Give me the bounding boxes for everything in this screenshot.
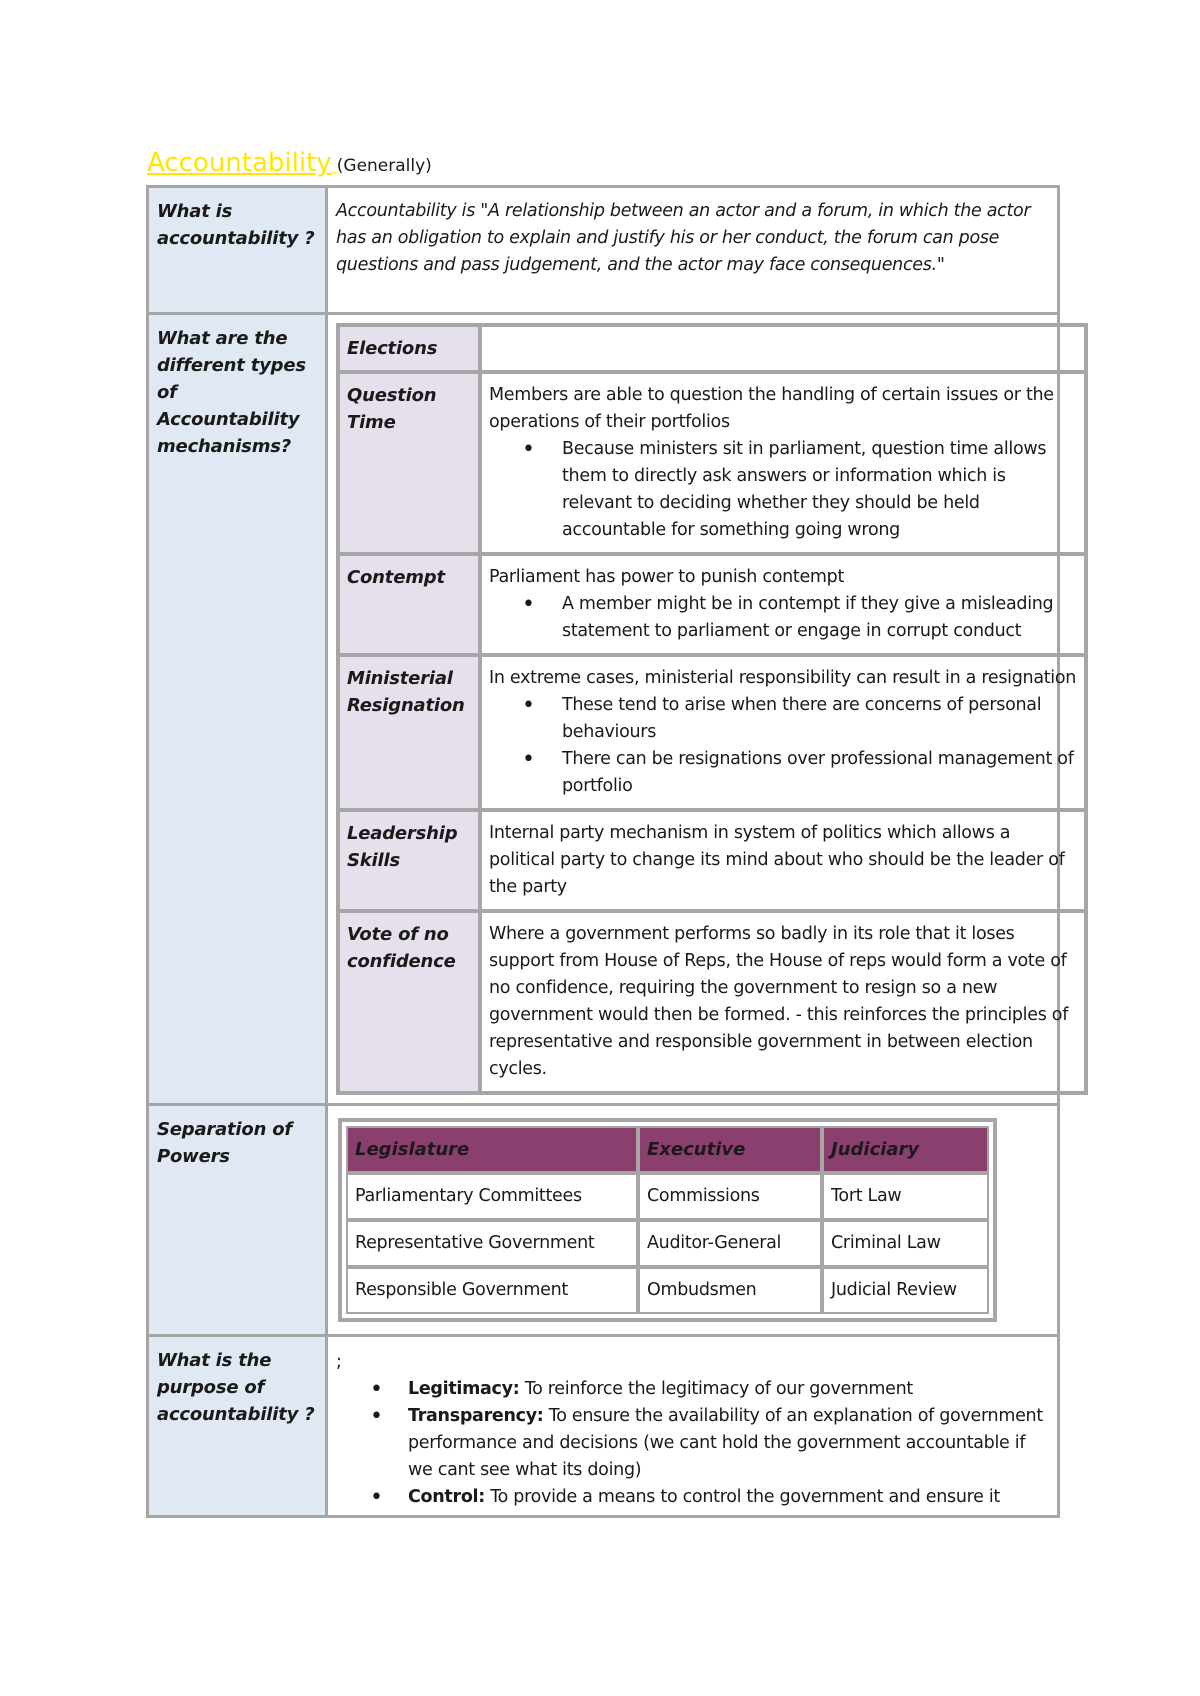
heading-title: Accountability [147,148,332,178]
mechanism-row [338,325,1086,372]
separation-header: Judiciary [822,1126,989,1173]
separation-content [327,1105,1059,1336]
mechanism-desc-text: In extreme cases, ministerial responsibility can result in a resignation [489,668,1077,688]
separation-data-row [346,1267,989,1314]
mechanisms-table [336,323,1088,1095]
separation-cell: Tort Law [822,1173,989,1220]
mechanism-row [338,554,1086,655]
separation-header: Executive [638,1126,822,1173]
mechanism-row [338,911,1086,1093]
mechanism-name: Vote of no confidence [338,911,480,1093]
purpose-term: Control: [408,1487,485,1507]
purpose-term: Transparency: [408,1406,544,1426]
purpose-list [336,1376,1049,1511]
mechanisms-row [148,314,1059,1105]
definition-label: What is accountability ? [148,187,327,314]
purpose-text: To reinforce the legitimacy of our government [519,1379,913,1399]
mechanism-desc [480,554,1086,655]
purpose-item [408,1376,1049,1403]
mechanism-bullet: • These tend to arise when there are concerns of personal behaviours [562,692,1077,746]
mechanism-name: Question Time [338,372,480,554]
mechanism-desc: Internal party mechanism in system of politics which allows a political party to change its mind about who should be the leader of the party [480,810,1086,911]
purpose-content [327,1336,1059,1517]
definition-content [327,187,1059,314]
mechanism-bullets [489,692,1077,800]
mechanism-desc: Where a government performs so badly in its role that it loses support from House of Reps, the House of reps would form a vote of no confidence, requiring the government to resign so a new government would then be formed. - this reinforces the principles of representative and responsible government in between election cycles. [480,911,1086,1093]
purpose-label: What is the purpose of accountability ? [148,1336,327,1517]
separation-data-row [346,1220,989,1267]
mechanism-name: Leadership Skills [338,810,480,911]
purpose-text: To provide a means to control the government and ensure it [484,1487,1000,1507]
separation-cell: Commissions [638,1173,822,1220]
mechanism-bullets [489,436,1077,544]
separation-label: Separation of Powers [148,1105,327,1336]
mechanism-desc [480,325,1086,372]
purpose-item [408,1484,1049,1511]
purpose-item [408,1403,1049,1484]
purpose-term: Legitimacy: [408,1379,520,1399]
mechanism-desc-text: Members are able to question the handling of certain issues or the operations of their portfolios [489,385,1054,432]
mechanism-name: Contempt [338,554,480,655]
mechanism-name: Elections [338,325,480,372]
separation-cell: Parliamentary Committees [346,1173,638,1220]
separation-cell: Auditor-General [638,1220,822,1267]
mechanism-desc [480,655,1086,810]
mechanism-desc-text: Parliament has power to punish contempt [489,567,845,587]
separation-header: Legislature [346,1126,638,1173]
separation-data-row [346,1173,989,1220]
separation-cell: Responsible Government [346,1267,638,1314]
mechanism-bullet: • A member might be in contempt if they give a misleading statement to parliament or engage in corrupt conduct [562,591,1077,645]
purpose-row [148,1336,1059,1517]
accountability-table [146,185,1077,1518]
separation-cell: Criminal Law [822,1220,989,1267]
definition-row [148,187,1059,314]
separation-cell: Judicial Review [822,1267,989,1314]
definition-text: Accountability is "A relationship between an actor and a forum, in which the actor has an obligation to explain and justify his or her conduct, the forum can pose questions and pass judgement, and the actor may face consequences." [336,201,1031,275]
mechanism-bullet: • Because ministers sit in parliament, question time allows them to directly ask answers or information which is relevant to deciding whether they should be held accountable for something going wrong [562,436,1077,544]
mechanism-row [338,655,1086,810]
purpose-text: To ensure the availability of an explanation of government performance and decisions (we cant hold the government accountable if we cant see what its doing) [408,1406,1043,1480]
purpose-body [328,1337,1057,1515]
mechanism-row [338,810,1086,911]
separation-cell: Representative Government [346,1220,638,1267]
separation-cell: Ombudsmen [638,1267,822,1314]
separation-row [148,1105,1059,1336]
heading-subtitle: (Generally) [336,156,432,176]
mechanism-name: Ministerial Resignation [338,655,480,810]
separation-header-row [346,1126,989,1173]
mechanisms-label: What are the different types of Accountability mechanisms? [148,314,327,1105]
document-heading [147,148,432,184]
mechanism-bullet: • There can be resignations over professional management of portfolio [562,746,1077,800]
mechanism-desc [480,372,1086,554]
mechanism-row [338,372,1086,554]
mechanism-bullets [489,591,1077,645]
purpose-lead: ; [336,1352,342,1372]
separation-table [338,1118,997,1322]
mechanisms-content [327,314,1077,1105]
